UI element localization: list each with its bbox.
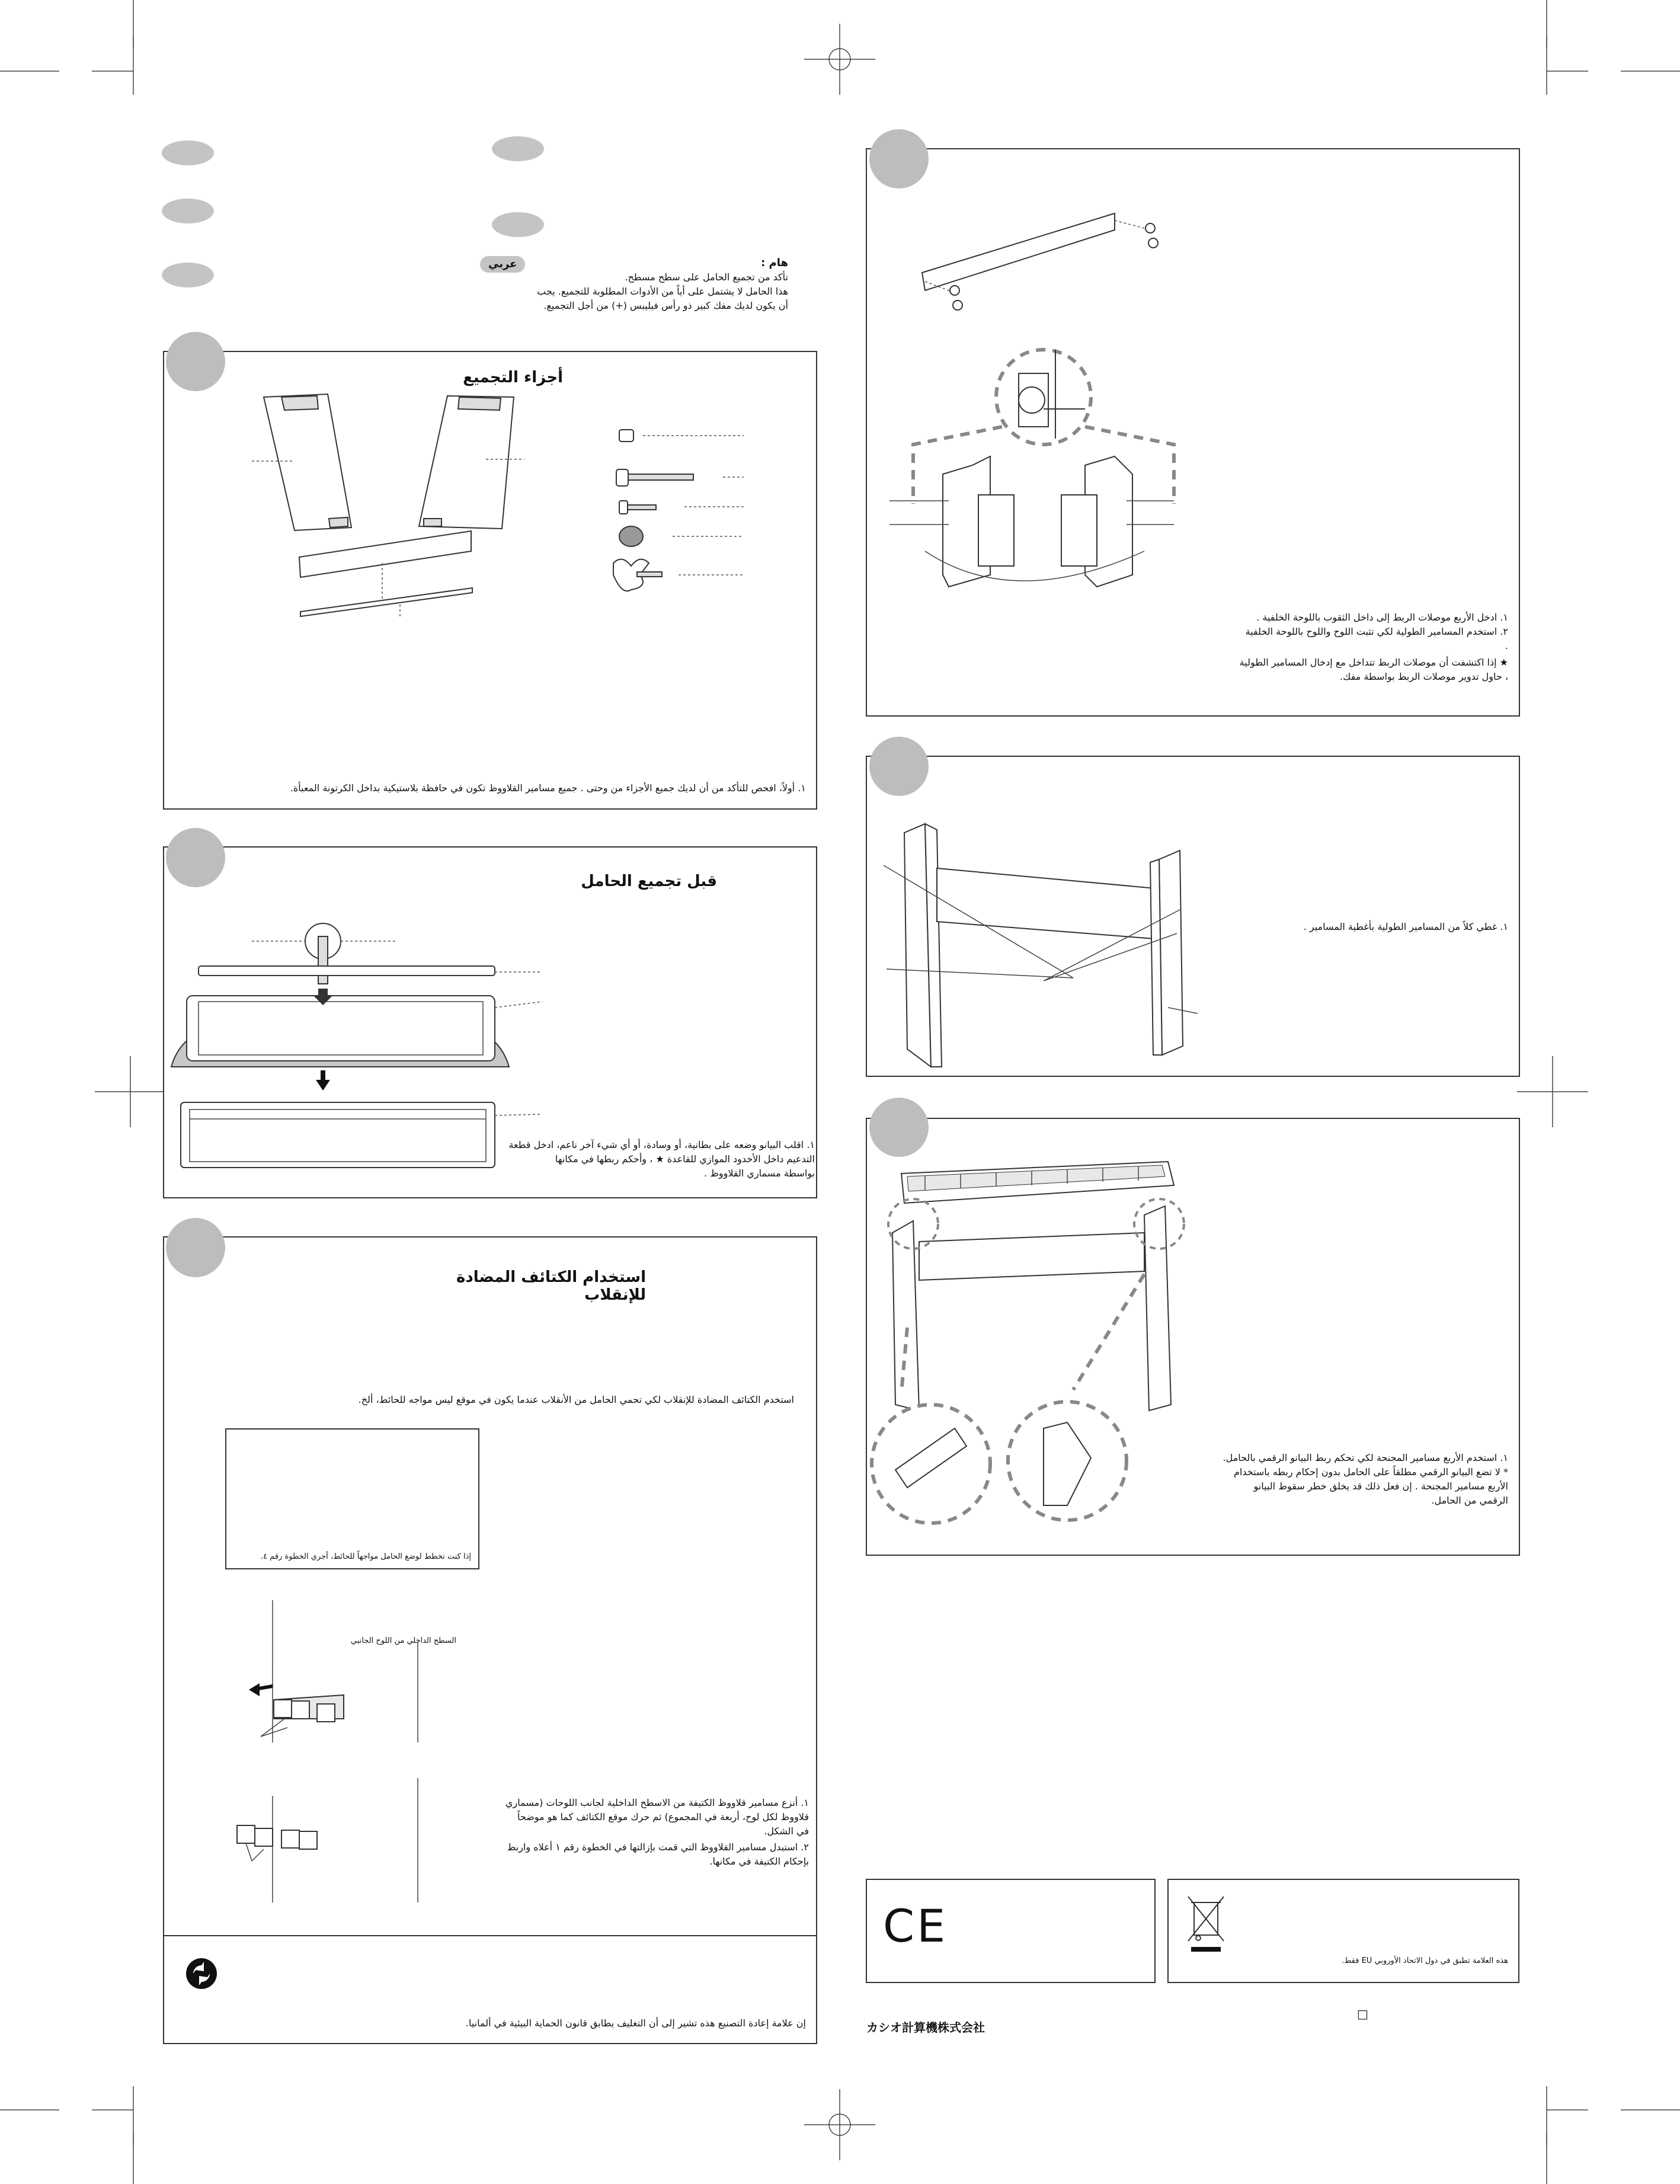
inner-surface-label: السطح الداخلي من اللوح الجانبي — [350, 1636, 456, 1645]
section-marker — [869, 1098, 929, 1157]
important-notice — [474, 256, 788, 313]
anti-tip-title: استخدام الكتائف المضادة للإنقلاب — [456, 1268, 646, 1304]
before-step1: ١. اقلب البيانو وضعه على بطانية، أو وسادة، أو أي شيء آخر ناعم، ادخل قطعة التدعيم داخل الأخدود الموازي للقاعدة ★ ، وأحكم ربطها في مكانها بواسطة مسماري القلاووظ . — [508, 1139, 815, 1179]
covers-step1: ١. غطي كلاً من المسامير الطولية بأغطية المسامير . — [1303, 921, 1508, 932]
parts-step1: ١. أولاً، افحص للتأكد من أن لديك جميع الأجزاء من وحتى . جميع مسامير القلاووظ تكون في حافظة بلاستيكية بداخل الكرتونة المعبأة. — [290, 782, 806, 794]
anti-tip-intro: استخدم الكتائف المضادة للإنقلاب لكي تحمي الحامل من الأنقلاب عندما يكون في موقع ليس مواجه للحائط، ألخ. — [358, 1394, 794, 1405]
section-marker — [166, 1218, 225, 1277]
language-tab — [492, 136, 544, 161]
important-item: تأكد من تجميع الحامل على سطح مسطح. — [625, 271, 788, 283]
joints-illustration — [866, 196, 1518, 634]
footer-box: □ — [1357, 2007, 1368, 2021]
company-name: カシオ計算機株式会社 — [866, 2020, 985, 2035]
before-title: قبل تجميع الحامل — [581, 872, 717, 890]
language-tab — [162, 199, 214, 223]
section-marker — [869, 737, 929, 796]
wall-note: إذا كنت تخطط لوضع الحامل مواجهاً للحائط، أجري الخطوة رقم ٤. — [260, 1552, 471, 1561]
before-illustration — [163, 913, 578, 1173]
stand-illustration — [866, 806, 1233, 1055]
important-item: هذا الحامل لا يشتمل على أياً من الأدوات المطلوبة للتجميع. يجب أن يكون لديك مفك كبير ذو رأس فيليبس (+) من أجل التجميع. — [537, 286, 788, 311]
joints-steps: ١. ادخل الأربع موصلات الربط إلى داخل الثقوب باللوحة الخلفية . ٢. استخدم المسامير الطولية لكي تثبت اللوح واللوح باللوحة الخلفية . ★ إذا اكتشفت أن موصلات الربط تتداخل مع إدخال المسامير الطولية ، حاول تدوير موصلات الربط بواسطة مفك. — [1239, 612, 1508, 682]
anti-tip-step2: ٢. استبدل مسامير القلاووظ التي قمت بإزالتها في الخطوة رقم ١ أعلاه واربط بإحكام الكتيفة في مكانها. — [507, 1841, 809, 1867]
language-tab — [492, 212, 544, 237]
weee-bin-icon — [1185, 1894, 1233, 1953]
bracket-illustration — [237, 1600, 474, 1908]
parts-illustration — [163, 379, 815, 652]
section-marker — [166, 828, 225, 887]
piano-step1: ١. استخدم الأربع مسامير المجنحة لكي تحكم ربط البيانو الرقمي بالحامل. * لا تضع البيانو الرقمي مطلقاً على الحامل بدون إحكام ربطه باستخدام الأربع مسامير المجنحة . إن فعل ذلك قد يخلق خطر سقوط البيانو الرقمي من الحامل. — [1223, 1452, 1508, 1506]
ce-mark: CE — [883, 1900, 948, 1952]
parts-title: أجزاء التجميع — [463, 369, 563, 386]
recycle-text: إن علامة إعادة التصنيع هذه تشير إلى أن التغليف يطابق قانون الحماية البيئية في ألمانيا. — [465, 2017, 806, 2029]
weee-text: هذه العلامة تطبق في دول الاتحاد الأوروبي EU فقط. — [1342, 1956, 1508, 1965]
language-tab — [162, 140, 214, 165]
section-marker — [869, 129, 929, 188]
lang-badge: عربي — [480, 256, 525, 273]
wall-note-box — [225, 1428, 479, 1569]
important-title: هام : — [761, 257, 788, 269]
language-tab — [162, 263, 214, 287]
anti-tip-step1: ١. أنزع مسامير قلاووظ الكتيفة من الاسطح الداخلية لجانب اللوحات (مسماري قلاووظ لكل لوح، أربعة في المجموع) ثم حرك موقع الكتائف كما هو موضحاً في الشكل. — [505, 1797, 809, 1837]
recycle-icon — [184, 1956, 231, 2003]
